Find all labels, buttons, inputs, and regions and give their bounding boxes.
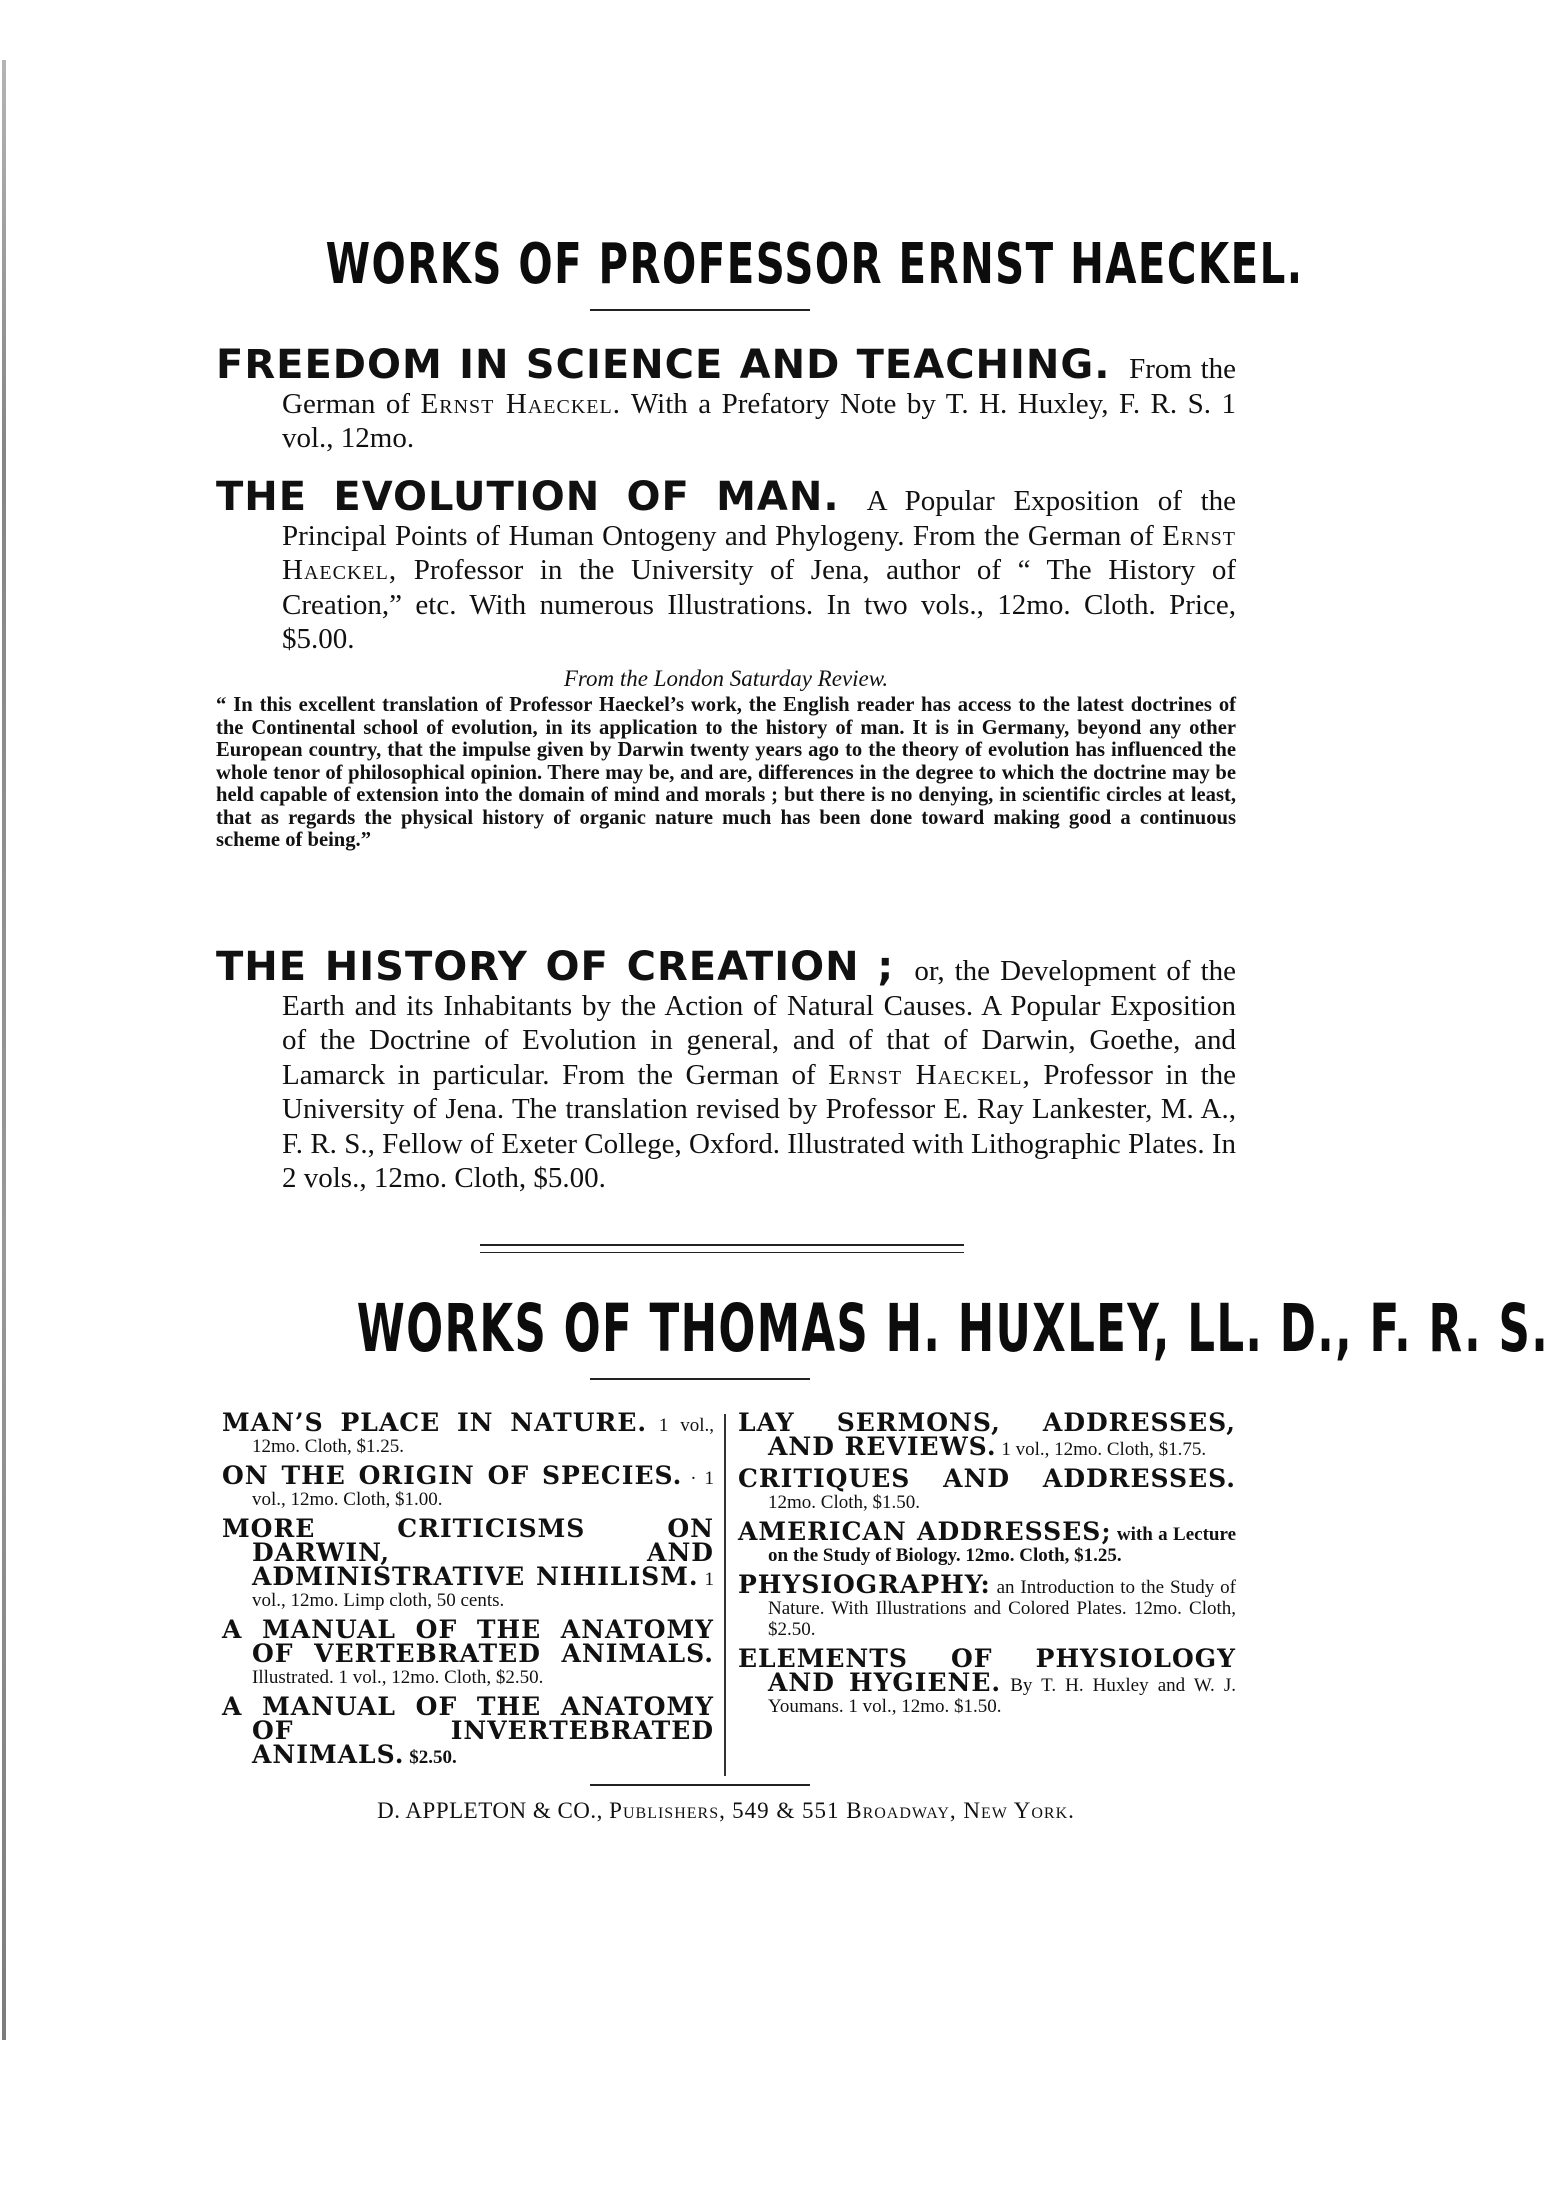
section-divider: [480, 1244, 964, 1246]
list-item: [738, 1517, 1236, 1566]
title-rule: [590, 309, 810, 311]
huxley-left-column: [222, 1408, 715, 1776]
list-item: [222, 1692, 714, 1769]
book-description-cont: Professor in the University of Jena, author of “ The History of Creation,” etc. With numerous Illustrations. In two vols., 12mo. Cloth. Price, $5.00.: [282, 554, 1237, 655]
list-item: [222, 1514, 714, 1611]
item-title: PHYSIOGRAPHY:: [738, 1570, 991, 1599]
book-description-cont: Professor in the University of Jena. The translation revised by Professor E. Ray Lankester, M. A., F. R. S., Fellow of Exeter College, Oxford. Illustrated with Lithographic Plates. In 2 vols., 12mo. Cloth, $5.00.: [282, 1058, 1236, 1194]
publishers-label: Publishers,: [609, 1798, 726, 1823]
publisher-footer: [216, 1798, 1236, 1824]
item-title: A MANUAL OF THE ANATOMY OF INVERTEBRATED ANIMALS.: [222, 1692, 714, 1769]
item-title: CRITIQUES AND ADDRESSES.: [738, 1464, 1236, 1493]
item-details: By T. H. Huxley and W. J. Youmans. 1 vol., 12mo. $1.50.: [768, 1675, 1237, 1717]
huxley-right-column: [738, 1408, 1237, 1725]
publisher-address: 549 & 551 Broadway, New York.: [732, 1798, 1075, 1823]
review-source: From the London Saturday Review.: [563, 666, 889, 691]
item-details: 1 vol., 12mo. Limp cloth, 50 cents.: [252, 1569, 714, 1611]
item-title: LAY SERMONS, ADDRESSES, AND REVIEWS.: [738, 1408, 1236, 1461]
list-item: [738, 1408, 1236, 1461]
book-description-cont: With a Prefatory Note by T. H. Huxley, F. R. S. 1 vol., 12mo.: [282, 387, 1236, 454]
book-author: Ernst Haeckel,: [828, 1058, 1031, 1091]
publisher-name: D. APPLETON & CO.,: [377, 1798, 603, 1823]
list-item: [222, 1408, 715, 1457]
item-details: $2.50.: [409, 1747, 457, 1768]
list-item: [222, 1615, 714, 1688]
book-title: THE EVOLUTION OF MAN.: [216, 474, 840, 520]
haeckel-section-title: WORKS OF PROFESSOR ERNST HAECKEL.: [325, 232, 1304, 297]
huxley-section-title: WORKS OF THOMAS H. HUXLEY, LL. D., F. R. S.: [356, 1290, 1549, 1367]
item-details: Illustrated. 1 vol., 12mo. Cloth, $2.50.: [252, 1667, 544, 1688]
item-title: ON THE ORIGIN OF SPECIES.: [222, 1461, 683, 1490]
list-item: [738, 1464, 1236, 1513]
item-title: MORE CRITICISMS ON DARWIN, AND ADMINISTRATIVE NIHILISM.: [222, 1514, 714, 1591]
review-quote: “ In this excellent translation of Professor Haeckel’s work, the English reader has access to the latest doctrines of the Continental school of evolution, in its application to the history of man. It is in Germany, beyond any other European country, that the impulse given by Darwin twenty years ago to the theory of evolution has influenced the whole tenor of philosophical opinion. There may be, and are, differences in the degree to which the doctrine may be held capable of extension into the domain of mind and morals ; but there is no denying, in scientific circles at least, that as regards the physical history of organic nature much has been done toward making good a continuous scheme of being.”: [216, 694, 1236, 851]
book-description: From the German of: [282, 353, 1237, 420]
item-details: an Introduction to the Study of Nature. With Illustrations and Colored Plates. 12mo. Cloth, $2.50.: [768, 1577, 1236, 1640]
title-rule: [590, 1378, 810, 1380]
list-item: [738, 1644, 1237, 1717]
column-divider: [724, 1414, 726, 1776]
item-title: MAN’S PLACE IN NATURE.: [222, 1408, 648, 1437]
book-description: or, the Development of the Earth and its Inhabitants by the Action of Natural Causes. A Popular Exposition of the Doctrine of Evolution in general, and of that of Darwin, Goethe, and Lamarck in particular. From the German of: [282, 955, 1236, 1091]
book-author: Ernst Haeckel.: [420, 387, 621, 420]
book-title: FREEDOM IN SCIENCE AND TEACHING.: [216, 342, 1111, 388]
item-details: · 1 vol., 12mo. Cloth, $1.00.: [252, 1468, 714, 1510]
list-item: [738, 1570, 1236, 1640]
item-details: 1 vol., 12mo. Cloth, $1.75.: [1001, 1439, 1207, 1460]
page-edge-shadow: [2, 60, 6, 2040]
footer-rule: [590, 1784, 810, 1786]
book-title: THE HISTORY OF CREATION ;: [216, 944, 895, 990]
list-item: [222, 1461, 714, 1510]
item-title: ELEMENTS OF PHYSIOLOGY AND HYGIENE.: [738, 1644, 1236, 1697]
book-entry: [216, 342, 1237, 456]
section-divider: [480, 1252, 964, 1253]
item-details: 1 vol., 12mo. Cloth, $1.25.: [252, 1415, 715, 1457]
book-entry: [216, 944, 1236, 1196]
book-author: Ernst Haeckel,: [282, 519, 1236, 586]
item-title: AMERICAN ADDRESSES;: [738, 1517, 1112, 1546]
book-description: A Popular Exposition of the Principal Points of Human Ontogeny and Phylogeny. From the German of: [282, 485, 1236, 552]
item-details: with a Lecture on the Study of Biology. 12mo. Cloth, $1.25.: [768, 1524, 1236, 1566]
item-details: 12mo. Cloth, $1.50.: [768, 1492, 921, 1513]
book-entry: [216, 474, 1237, 657]
item-title: A MANUAL OF THE ANATOMY OF VERTEBRATED ANIMALS.: [222, 1615, 714, 1668]
